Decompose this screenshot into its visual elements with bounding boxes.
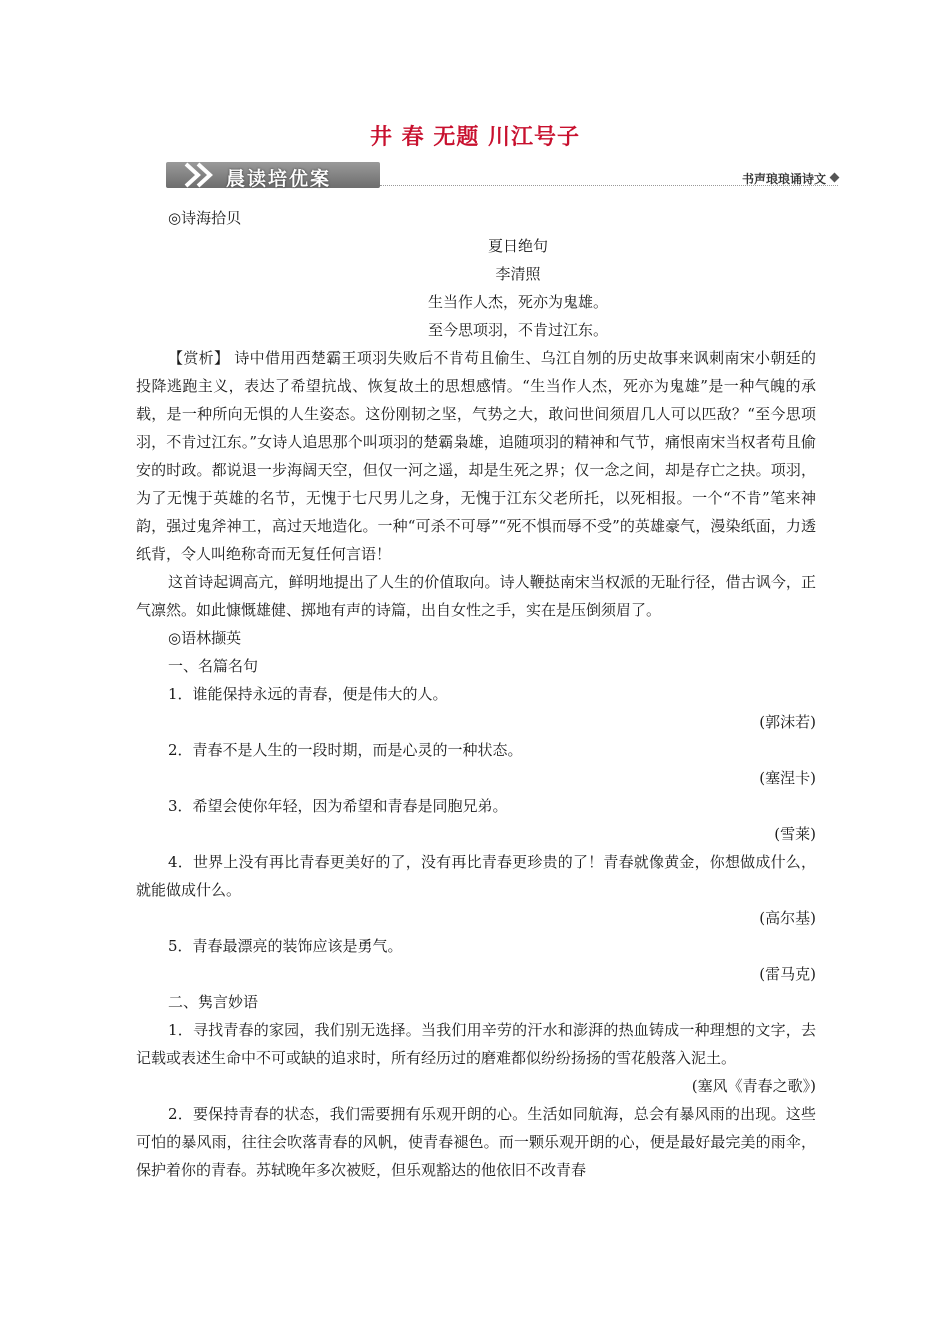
appreciation-paragraph: 【赏析】 诗中借用西楚霸王项羽失败后不肯苟且偷生、乌江自刎的历史故事来讽刺南宋小朝廷的投降逃跑主义，表达了希望抗战、恢复故土的思想感情。“生当作人杰，死亦为鬼雄”是一种气魄的承载，是一种所向无惧的人生姿态。这份刚韧之坚，气势之大，敢问世间须眉几人可以匹敌？“至今思项羽，不肯过江东。”女诗人追思那个叫项羽的楚霸枭雄，追随项羽的精神和气节，痛恨南宋当权者苟且偷安的时政。都说退一步海阔天空，但仅一河之遥，却是生死之界；仅一念之间，却是存亡之抉。项羽，为了无愧于英雄的名节，无愧于七尺男儿之身，无愧于江东父老所托，以死相报。一个“不肯”笔来神韵，强过鬼斧神工，高过天地造化。一种“可杀不可辱”“死不惧而辱不受”的英雄豪气，漫染纸面，力透纸背，令人叫绝称奇而无复任何言语！ [136, 349, 816, 563]
quote-text: 2．青春不是人生的一段时期，而是心灵的一种状态。 [168, 741, 523, 759]
poem-line: 生当作人杰，死亦为鬼雄。 [427, 293, 608, 311]
quote-text: 5．青春最漂亮的装饰应该是勇气。 [168, 937, 403, 955]
saying-text: 1．寻找青春的家园，我们别无选择。当我们用辛劳的汗水和澎湃的热血铸成一种理想的文字，去记载或表述生命中不可或缺的追求时，所有经历过的磨难都似纷纷扬扬的雪花般落入泥土。 [136, 1021, 816, 1067]
diamond-icon [830, 173, 840, 183]
section-banner [166, 158, 838, 194]
poem-title: 夏日绝句 [487, 237, 548, 255]
section-heading-quotes: ◎语林撷英 [168, 629, 242, 647]
quote-text: 3．希望会使你年轻，因为希望和青春是同胞兄弟。 [168, 797, 508, 815]
saying-source: (塞风《青春之歌》) [691, 1077, 816, 1095]
section-heading-poems: ◎诗海拾贝 [168, 209, 242, 227]
quote-source: (雷马克) [759, 965, 816, 983]
poem-author: 李清照 [495, 265, 541, 283]
quote-source: (塞涅卡) [759, 769, 816, 787]
banner-title: 晨读培优案 [226, 168, 332, 190]
appreciation-paragraph: 这首诗起调高亢，鲜明地提出了人生的价值取向。诗人鞭挞南宋当权派的无耻行径，借古讽今，正气凛然。如此慷慨雄健、掷地有声的诗篇，出自女性之手，实在是压倒须眉了。 [136, 573, 816, 619]
document-body [136, 204, 816, 1184]
quote-source: (郭沫若) [759, 713, 816, 731]
quote-source: (雪莱) [774, 825, 816, 843]
poem-line: 至今思项羽，不肯过江东。 [427, 321, 608, 339]
quote-text: 4．世界上没有再比青春更美好的了，没有再比青春更珍贵的了！青春就像黄金，你想做成什么，就能做成什么。 [136, 853, 816, 899]
double-chevron-icon [180, 160, 220, 190]
saying-text: 2．要保持青春的状态，我们需要拥有乐观开朗的心。生活如同航海，总会有暴风雨的出现。这些可怕的暴风雨，往往会吹落青春的风帆，使青春褪色。而一颗乐观开朗的心，便是最好最完美的雨伞，保护着你的青春。苏轼晚年多次被贬，但乐观豁达的他依旧不改青春 [136, 1105, 816, 1179]
quote-source: (高尔基) [759, 909, 816, 927]
page-title: 井 春 无题 川江号子 [370, 125, 580, 150]
subsection-heading: 一、名篇名句 [168, 657, 259, 675]
quote-text: 1．谁能保持永远的青春，便是伟大的人。 [168, 685, 448, 703]
banner-subtitle: 书声琅琅诵诗文 [741, 172, 826, 186]
subsection-heading: 二、隽言妙语 [168, 993, 259, 1011]
